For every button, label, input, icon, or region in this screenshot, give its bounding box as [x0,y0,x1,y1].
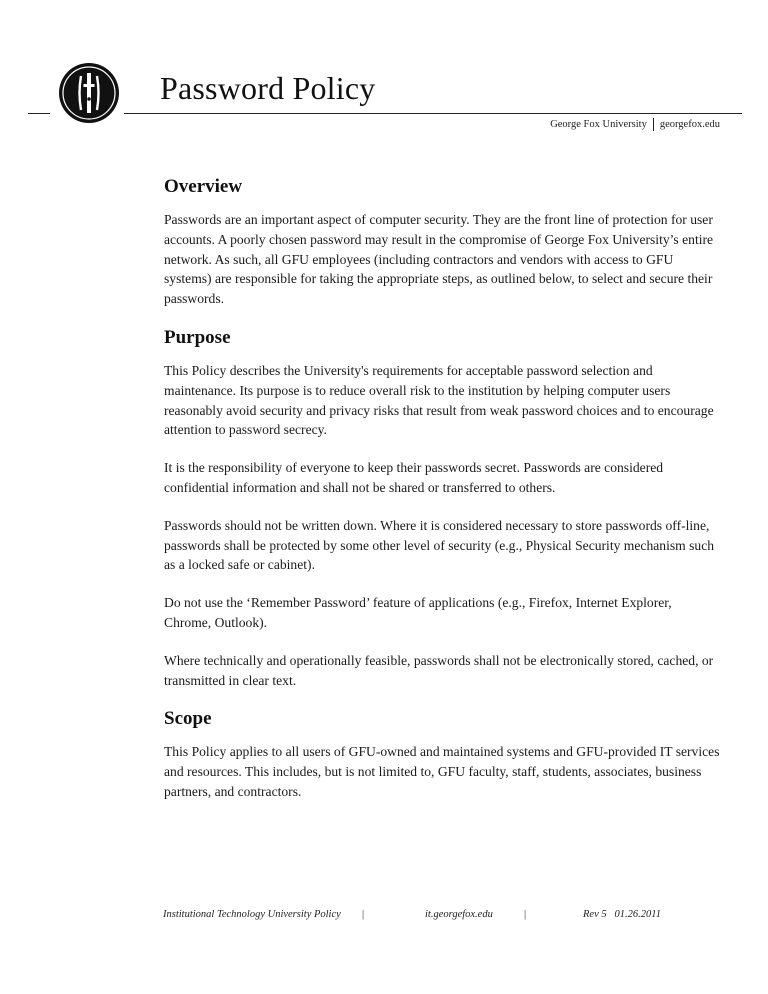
footer-site: it.georgefox.edu [425,909,493,920]
purpose-paragraph-4: Do not use the ‘Remember Password’ feature of applications (e.g., Firefox, Internet Explorer, Chrome, Outlook). [164,595,672,630]
footer-separator-1: | [362,909,365,920]
overview-heading: Overview [164,176,243,197]
section-purpose [164,327,720,690]
org-name: George Fox University [550,119,647,130]
purpose-paragraph-5: Where technically and operationally feasible, passwords shall not be electronically stored, cached, or transmitted in clear text. [164,652,714,688]
header-rule-left [28,113,50,114]
section-overview [164,176,720,309]
org-site: georgefox.edu [659,119,720,130]
purpose-paragraph-3: Passwords should not be written down. Where it is considered necessary to store passwords off-line, passwords shall be protected by some other level of security (e.g., Physical Security mechanism such as a locked safe or cabinet). [164,517,715,573]
overview-paragraph: Passwords are an important aspect of computer security. They are the front line of protection for user accounts. A poorly chosen password may result in the compromise of George Fox University’s entire network. As such, all GFU employees (including contractors and vendors with access to GFU systems) are responsible for taking the appropriate steps, as outlined below, to select and secure their passwords. [164,212,714,307]
scope-paragraph: This Policy applies to all users of GFU-owned and maintained systems and GFU-provided IT services and resources. This includes, but is not limited to, GFU faculty, staff, students, associates, business partners, and contractors. [164,744,720,799]
footer-separator-2: | [524,909,527,920]
purpose-heading: Purpose [164,326,231,348]
purpose-paragraph-2: It is the responsibility of everyone to keep their passwords secret. Passwords are considered confidential information and shall not be shared or transferred to others. [164,460,664,495]
footer-revision: Rev 5 01.26.2011 [583,909,661,920]
university-logo-icon [58,62,120,124]
header-separator [653,118,654,131]
scope-heading: Scope [164,708,212,730]
header-meta [550,118,720,131]
page-title: Password Policy [160,70,376,106]
purpose-paragraph-1: This Policy describes the University's requirements for acceptable password selection and maintenance. Its purpose is to reduce overall risk to the institution by helping computer users reasonably avoid security and privacy risks that result from weak password choices and to encourage attention to password secrecy. [164,362,714,438]
header-rule [124,113,742,114]
policy-content [164,176,720,820]
section-scope [164,708,720,801]
footer-policy-name: Institutional Technology University Policy [163,909,341,920]
